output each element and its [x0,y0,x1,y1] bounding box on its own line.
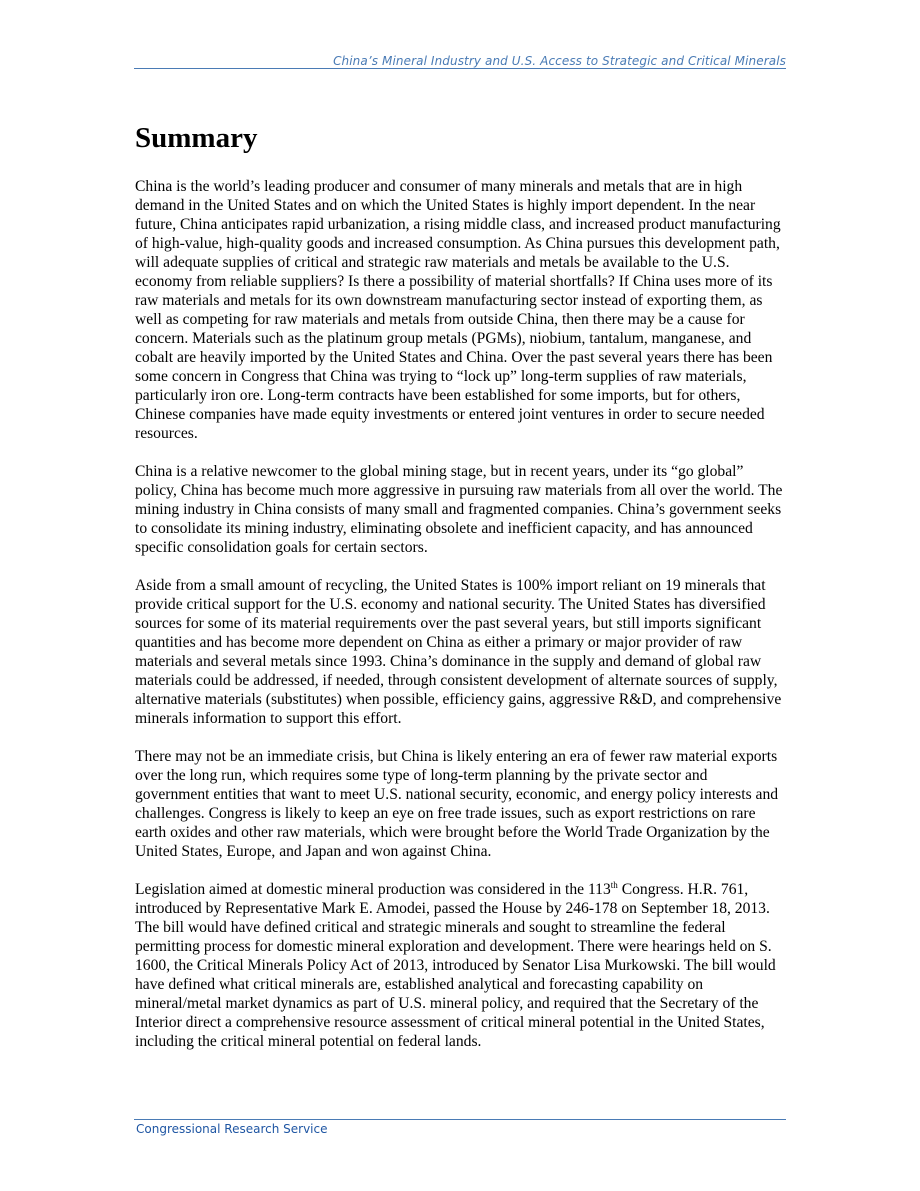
summary-body [135,177,785,1070]
running-header: China’s Mineral Industry and U.S. Access to Strategic and Critical Minerals [333,54,786,68]
footer-organization: Congressional Research Service [136,1122,328,1136]
paragraph-5 [135,880,785,1051]
ordinal-superscript: th [610,880,618,890]
paragraph-3: Aside from a small amount of recycling, the United States is 100% import reliant on 19 minerals that provide critical support for the U.S. economy and national security. The United States has diversified sources for some of its material requirements over the past several years, but still imports significant quantities and has become more dependent on China as either a primary or major provider of raw materials and several metals since 1993. China’s dominance in the supply and demand of global raw materials could be addressed, if needed, through consistent development of alternate sources of supply, alternative materials (substitutes) when possible, efficiency gains, aggressive R&D, and comprehensive minerals information to support this effort. [135,577,782,727]
footer-divider [134,1119,786,1120]
paragraph-5-rest: Congress. H.R. 761, introduced by Representative Mark E. Amodei, passed the House by 246-178 on September 18, 2013. The bill would have defined critical and strategic minerals and sought to streamline the federal permitting process for domestic mineral exploration and development. There were hearings held on S. 1600, the Critical Minerals Policy Act of 2013, introduced by Senator Lisa Murkowski. The bill would have defined what critical minerals are, established analytical and forecasting capability on mineral/metal market dynamics as part of U.S. mineral policy, and required that the Secretary of the Interior direct a comprehensive resource assessment of critical mineral potential in the United States, including the critical mineral potential on federal lands. [135,881,776,1050]
paragraph-4: There may not be an immediate crisis, but China is likely entering an era of fewer raw material exports over the long run, which requires some type of long-term planning by the private sector and government entities that want to meet U.S. national security, economic, and energy policy interests and challenges. Congress is likely to keep an eye on free trade issues, such as export restrictions on rare earth oxides and other raw materials, which were brought before the World Trade Organization by the United States, Europe, and Japan and won against China. [135,748,779,860]
header-divider [134,68,786,69]
paragraph-1: China is the world’s leading producer and consumer of many minerals and metals that are in high demand in the United States and on which the United States is highly import dependent. In the near future, China anticipates rapid urbanization, a rising middle class, and increased product manufacturing of high-value, high-quality goods and increased consumption. As China pursues this development path, will adequate supplies of critical and strategic raw materials and metals be available to the U.S. economy from reliable suppliers? Is there a possibility of material shortfalls? If China uses more of its raw materials and metals for its own downstream manufacturing sector instead of exporting them, as well as competing for raw materials and metals from outside China, then there may be a cause for concern. Materials such as the platinum group metals (PGMs), niobium, tantalum, manganese, and cobalt are heavily imported by the United States and China. Over the past several years there has been some concern in Congress that China was trying to “lock up” long-term supplies of raw materials, particularly iron ore. Long-term contracts have been established for some imports, but for others, Chinese companies have made equity investments or entered joint ventures in order to secure needed resources. [135,178,781,442]
page-title: Summary [135,122,258,154]
paragraph-5-start: Legislation aimed at domestic mineral production was considered in the 113 [135,881,611,898]
paragraph-2: China is a relative newcomer to the global mining stage, but in recent years, under its “go global” policy, China has become much more aggressive in pursuing raw materials from all over the world. The mining industry in China consists of many small and fragmented companies. China’s government seeks to consolidate its mining industry, eliminating obsolete and inefficient capacity, and has announced specific consolidation goals for certain sectors. [135,463,783,556]
